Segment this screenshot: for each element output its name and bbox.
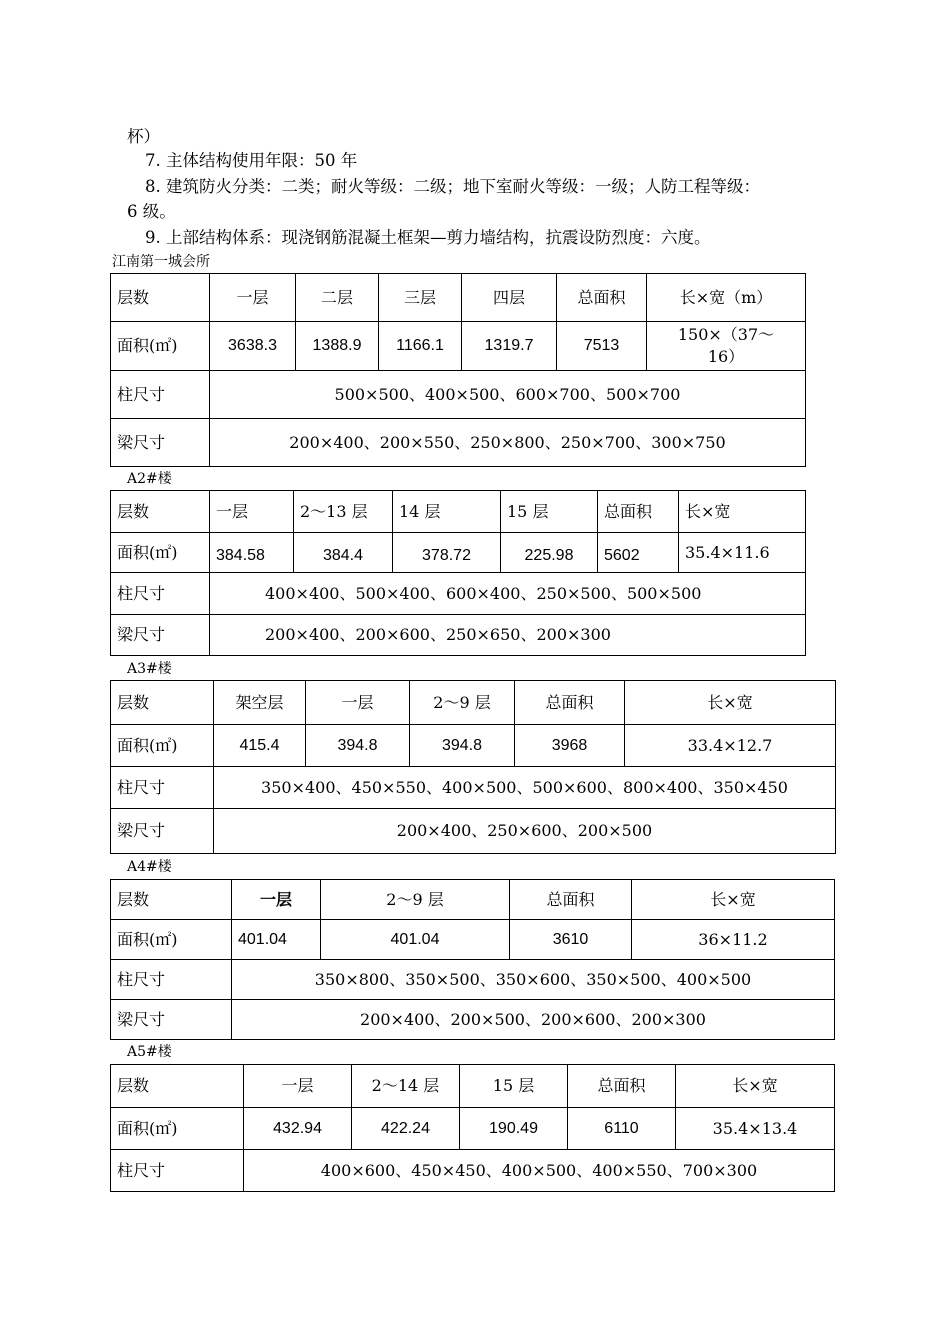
header-cell: 一层 — [244, 1065, 352, 1108]
row-label-beams: 梁尺寸 — [111, 615, 210, 656]
table-row — [111, 615, 806, 656]
table-3-caption: A3#楼 — [127, 661, 172, 677]
header-cell: 长×宽 — [679, 491, 806, 533]
table-row — [111, 880, 835, 920]
header-cell: 长×宽 — [632, 880, 835, 920]
header-cell: 2～9 层 — [410, 681, 515, 725]
intro-line-8: 8. 建筑防火分类：二类；耐火等级：二级；地下室耐火等级：一级；人防工程等级： — [145, 177, 760, 196]
table-2 — [110, 490, 806, 656]
table-5 — [110, 1064, 835, 1192]
header-cell: 长×宽（m） — [647, 274, 806, 322]
area-cell: 190.49 — [460, 1108, 568, 1150]
area-cell: 422.24 — [352, 1108, 460, 1150]
columns-cell: 350×800、350×500、350×600、350×500、400×500 — [232, 960, 835, 1000]
area-cell: 1388.9 — [296, 322, 379, 371]
table-4 — [110, 879, 835, 1040]
table-row — [111, 767, 836, 809]
area-cell: 33.4×12.7 — [625, 725, 836, 767]
row-label-area: 面积(㎡) — [111, 920, 232, 960]
area-cell: 6110 — [568, 1108, 676, 1150]
intro-line-7: 7. 主体结构使用年限：50 年 — [145, 151, 358, 170]
header-cell: 总面积 — [510, 880, 632, 920]
row-label-beams: 梁尺寸 — [111, 1000, 232, 1040]
area-cell: 5602 — [598, 533, 679, 573]
row-label-columns: 柱尺寸 — [111, 960, 232, 1000]
row-label-columns: 柱尺寸 — [111, 1150, 244, 1192]
table-row — [111, 533, 806, 573]
table-row — [111, 1065, 835, 1108]
header-cell: 2～13 层 — [294, 491, 393, 533]
table-row — [111, 274, 806, 322]
header-cell: 四层 — [462, 274, 557, 322]
intro-line-0: 杯） — [127, 127, 160, 146]
area-cell: 1319.7 — [462, 322, 557, 371]
area-cell: 3968 — [515, 725, 625, 767]
area-cell: 3638.3 — [210, 322, 296, 371]
area-cell: 7513 — [557, 322, 647, 371]
intro-line-8-cont: 6 级。 — [127, 202, 176, 221]
area-cell: 415.4 — [214, 725, 306, 767]
area-cell: 36×11.2 — [632, 920, 835, 960]
beams-cell: 200×400、250×600、200×500 — [214, 809, 836, 854]
intro-line-9: 9. 上部结构体系：现浇钢筋混凝土框架—剪力墙结构，抗震设防烈度：六度。 — [145, 228, 711, 247]
table-row — [111, 809, 836, 854]
header-cell: 2～9 层 — [321, 880, 510, 920]
header-cell: 总面积 — [557, 274, 647, 322]
row-label-area: 面积(㎡) — [111, 725, 214, 767]
beams-cell: 200×400、200×550、250×800、250×700、300×750 — [210, 419, 806, 467]
header-cell: 15 层 — [501, 491, 598, 533]
row-label-columns: 柱尺寸 — [111, 573, 210, 615]
header-cell: 一层 — [210, 274, 296, 322]
table-row — [111, 1108, 835, 1150]
row-label-area: 面积(㎡) — [111, 533, 210, 573]
columns-cell: 400×600、450×450、400×500、400×550、700×300 — [244, 1150, 835, 1192]
table-row — [111, 573, 806, 615]
table-row — [111, 920, 835, 960]
header-cell: 一层 — [232, 880, 321, 920]
row-label-floors: 层数 — [111, 880, 232, 920]
table-row — [111, 322, 806, 371]
row-label-columns: 柱尺寸 — [111, 371, 210, 419]
table-row — [111, 725, 836, 767]
header-cell: 2～14 层 — [352, 1065, 460, 1108]
area-cell: 35.4×13.4 — [676, 1108, 835, 1150]
table-row — [111, 371, 806, 419]
header-cell: 总面积 — [515, 681, 625, 725]
area-cell: 35.4×11.6 — [679, 533, 806, 573]
beams-cell: 200×400、200×500、200×600、200×300 — [232, 1000, 835, 1040]
table-row — [111, 1000, 835, 1040]
area-cell: 401.04 — [321, 920, 510, 960]
table-row — [111, 491, 806, 533]
area-cell: 225.98 — [501, 533, 598, 573]
area-cell: 3610 — [510, 920, 632, 960]
table-row — [111, 419, 806, 467]
table-row — [111, 960, 835, 1000]
area-cell: 384.58 — [210, 533, 294, 573]
table-1-caption: 江南第一城会所 — [112, 254, 210, 270]
row-label-area: 面积(㎡) — [111, 322, 210, 371]
columns-cell: 500×500、400×500、600×700、500×700 — [210, 371, 806, 419]
header-cell: 架空层 — [214, 681, 306, 725]
row-label-beams: 梁尺寸 — [111, 419, 210, 467]
area-cell: 394.8 — [410, 725, 515, 767]
header-cell: 长×宽 — [676, 1065, 835, 1108]
table-5-caption: A5#楼 — [127, 1044, 172, 1060]
table-2-caption: A2#楼 — [127, 471, 172, 487]
table-4-caption: A4#楼 — [127, 859, 172, 875]
row-label-floors: 层数 — [111, 491, 210, 533]
row-label-beams: 梁尺寸 — [111, 809, 214, 854]
area-cell: 384.4 — [294, 533, 393, 573]
area-cell: 150×（37～16） — [647, 322, 806, 371]
header-cell: 三层 — [379, 274, 462, 322]
row-label-floors: 层数 — [111, 274, 210, 322]
table-row — [111, 1150, 835, 1192]
header-cell: 总面积 — [568, 1065, 676, 1108]
header-cell: 15 层 — [460, 1065, 568, 1108]
header-cell: 一层 — [210, 491, 294, 533]
row-label-columns: 柱尺寸 — [111, 767, 214, 809]
area-cell: 378.72 — [393, 533, 501, 573]
columns-cell: 350×400、450×550、400×500、500×600、800×400、350×450 — [214, 767, 836, 809]
row-label-area: 面积(㎡) — [111, 1108, 244, 1150]
header-cell: 14 层 — [393, 491, 501, 533]
header-cell: 总面积 — [598, 491, 679, 533]
area-cell: 432.94 — [244, 1108, 352, 1150]
table-row — [111, 681, 836, 725]
header-cell: 长×宽 — [625, 681, 836, 725]
table-3 — [110, 680, 836, 854]
header-cell: 一层 — [306, 681, 410, 725]
row-label-floors: 层数 — [111, 1065, 244, 1108]
area-cell: 401.04 — [232, 920, 321, 960]
area-cell: 1166.1 — [379, 322, 462, 371]
beams-cell: 200×400、200×600、250×650、200×300 — [210, 615, 806, 656]
header-cell: 二层 — [296, 274, 379, 322]
columns-cell: 400×400、500×400、600×400、250×500、500×500 — [210, 573, 806, 615]
table-1 — [110, 273, 806, 467]
area-cell: 394.8 — [306, 725, 410, 767]
row-label-floors: 层数 — [111, 681, 214, 725]
